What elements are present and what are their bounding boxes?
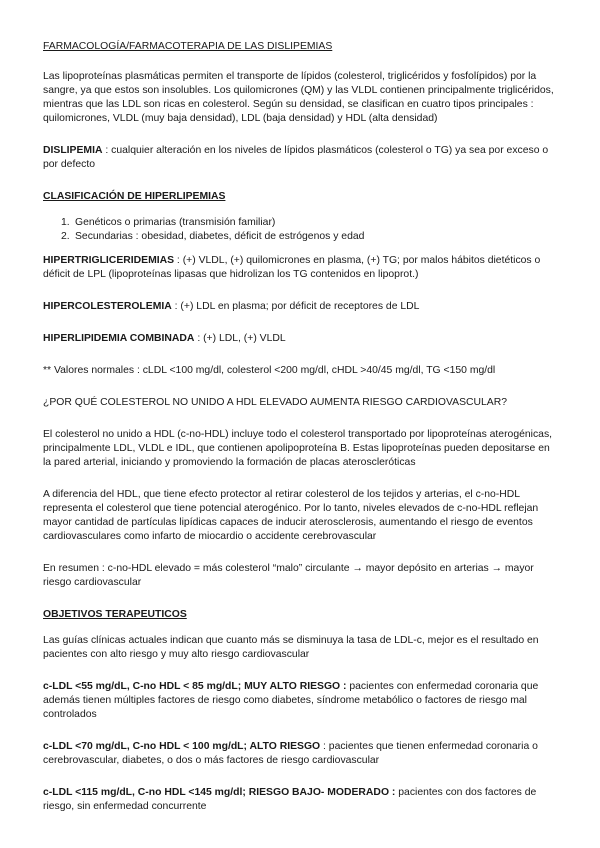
target-description: pacientes con enfermedad coronaria que además tienen múltiples factores de riesgo como diabetes, síndrome metabólico o factores de riesgo mal controlados [43, 681, 539, 720]
intro-paragraph: Las lipoproteínas plasmáticas permiten el transporte de lípidos (colesterol, triglicéridos y fosfolípidos) por la sangre, ya que estos son insolubles. Los quilomicrones (QM) y las VLDL contienen principalmente triglicéridos, mientras que las LDL son ricas en colesterol. Según su densidad, se clasifican en cuatro tipos principales : quilomicrones, VLDL (muy baja densidad), LDL (baja densidad) y HDL (alta densidad) [43, 71, 554, 124]
list-item-text: Secundarias : obesidad, diabetes, déficit de estrógenos y edad [75, 231, 365, 242]
list-item-number: 1. [61, 217, 70, 228]
answer-paragraph-2: A diferencia del HDL, que tiene efecto protector al retirar colesterol de los tejidos y arterias, el c-no-HDL representa el colesterol que tiene potencial aterogénico. Por lo tanto, niveles elevados de c-no-HDL reflejan mayor cantidad de partículas lipídicas capaces de inducir aterosclerosis, aumentando el riesgo de eventos cardiovasculares como infarto de miocardio o accidente cerebrovascular [43, 489, 539, 542]
summary-paragraph: En resumen : c-no-HDL elevado = más colesterol “malo” circulante → mayor depósito en arterias → mayor riesgo cardiovascular [43, 563, 534, 588]
hipertrigliceridemias-term: HIPERTRIGLICERIDEMIAS [43, 255, 175, 266]
hipertrigliceridemias-definition [43, 254, 560, 282]
target-description: pacientes con dos factores de riesgo, sin enfermedad concurrente [43, 787, 537, 812]
hipercolesterolemia-term: HIPERCOLESTEROLEMIA [43, 301, 172, 312]
hipertrigliceridemias-text: : (+) VLDL, (+) quilomicrones en plasma, (+) TG; por malos hábitos dietéticos o déficit de LPL (lipoproteínas lipasas que hidrolizan los TG contenidos en lipoprot.) [43, 255, 541, 280]
objectives-heading: OBJETIVOS TERAPEUTICOS [43, 609, 187, 620]
dislipemia-term: DISLIPEMIA [43, 145, 103, 156]
target-very-high-risk [43, 680, 560, 722]
classification-list [43, 216, 560, 244]
normal-values-note: ** Valores normales : cLDL <100 mg/dl, colesterol <200 mg/dl, cHDL >40/45 mg/dl, TG <150 mg/dl [43, 365, 496, 376]
document-title: FARMACOLOGÍA/FARMACOTERAPIA DE LAS DISLIPEMIAS [43, 41, 333, 52]
hiperlipidemia-definition [43, 332, 560, 346]
list-item-number: 2. [61, 231, 70, 242]
target-criteria: c-LDL <55 mg/dL, C-no HDL < 85 mg/dL; MUY ALTO RIESGO : [43, 681, 347, 692]
hiperlipidemia-text: : (+) LDL, (+) VLDL [194, 333, 286, 344]
list-item [61, 230, 560, 244]
hipercolesterolemia-definition [43, 300, 560, 314]
target-criteria: c-LDL <115 mg/dL, C-no HDL <145 mg/dl; RIESGO BAJO- MODERADO : [43, 787, 396, 798]
answer-paragraph-1: El colesterol no unido a HDL (c-no-HDL) incluye todo el colesterol transportado por lipoproteínas aterogénicas, principalmente LDL, VLDL e IDL, que contienen apolipoproteína B. Estas lipoproteínas pueden depositarse en la pared arterial, iniciando y promoviendo la formación de placas ateroscleróticas [43, 429, 553, 468]
target-criteria: c-LDL <70 mg/dL, C-no HDL < 100 mg/dL; ALTO RIESGO [43, 741, 321, 752]
dislipemia-definition [43, 144, 560, 172]
list-item [61, 216, 560, 230]
objectives-intro: Las guías clínicas actuales indican que cuanto más se disminuya la tasa de LDL-c, mejor es el resultado en pacientes con alto riesgo y muy alto riesgo cardiovascular [43, 635, 539, 660]
cvd-risk-question: ¿POR QUÉ COLESTEROL NO UNIDO A HDL ELEVADO AUMENTA RIESGO CARDIOVASCULAR? [43, 397, 508, 408]
hiperlipidemia-term: HIPERLIPIDEMIA COMBINADA [43, 333, 195, 344]
target-high-risk [43, 740, 560, 768]
list-item-text: Genéticos o primarias (transmisión familiar) [75, 217, 276, 228]
dislipemia-text: : cualquier alteración en los niveles de lípidos plasmáticos (colesterol o TG) ya sea por exceso o por defecto [43, 145, 549, 170]
hipercolesterolemia-text: : (+) LDL en plasma; por déficit de receptores de LDL [171, 301, 420, 312]
target-description: : pacientes que tienen enfermedad coronaria o cerebrovascular, diabetes, o dos o más factores de riesgo cardiovascular [43, 741, 538, 766]
target-low-moderate-risk [43, 786, 560, 814]
classification-heading: CLASIFICACIÓN DE HIPERLIPEMIAS [43, 191, 226, 202]
